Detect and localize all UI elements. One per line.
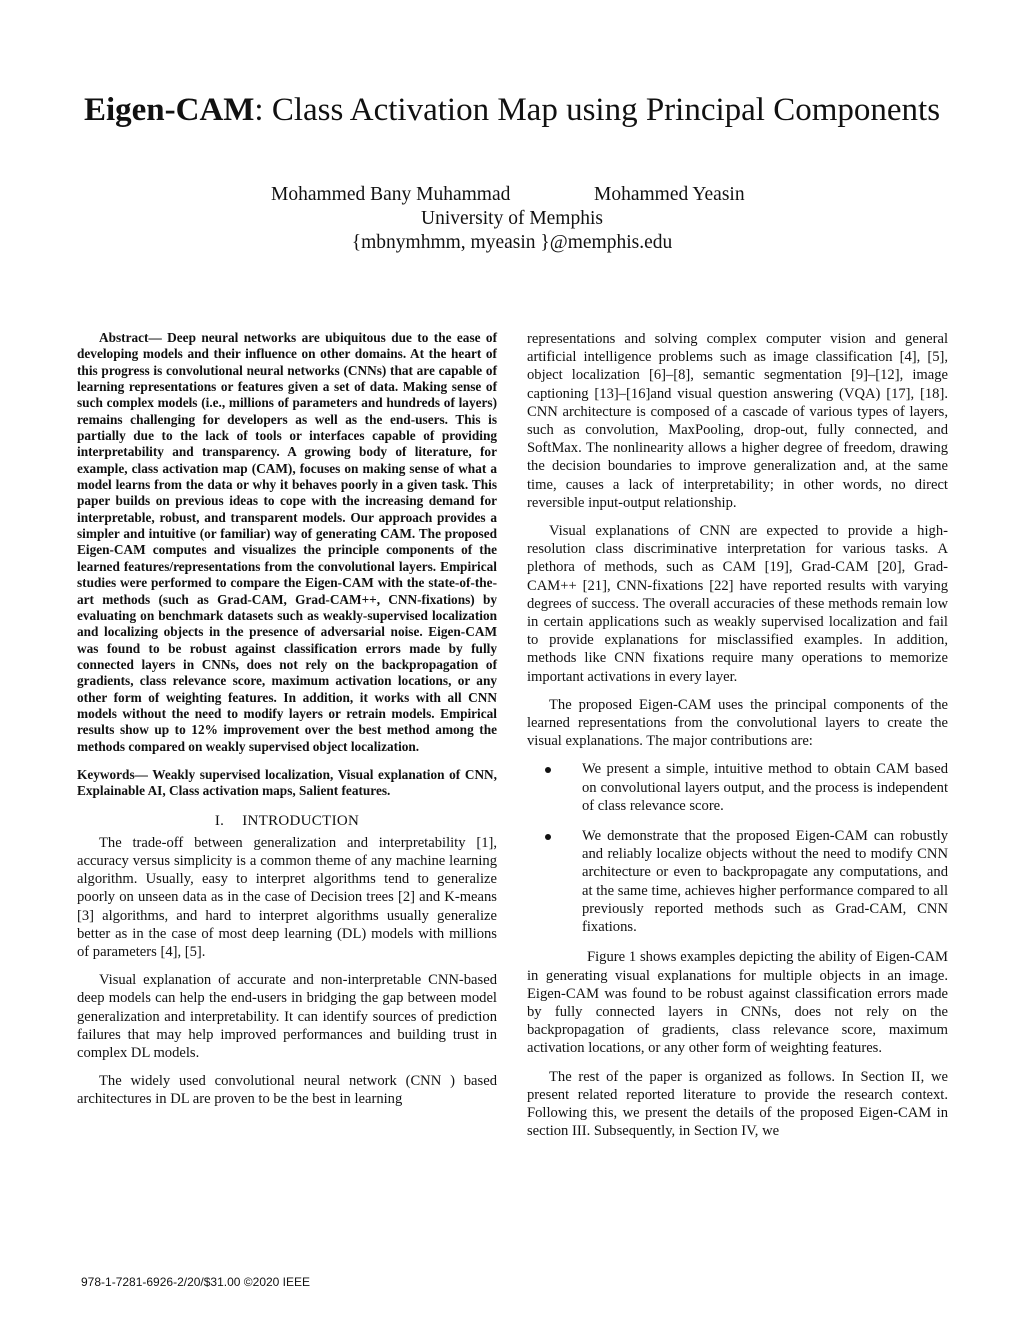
intro-paragraph-3: The widely used convolutional neural network (CNN ) based architectures in DL are proven to be the best in learning xyxy=(77,1073,497,1108)
keywords: Keywords— Weakly supervised localization, Visual explanation of CNN, Explainable AI, Class activation maps, Salient features. xyxy=(77,766,497,799)
copyright-footer: 978-1-7281-6926-2/20/$31.00 ©2020 IEEE xyxy=(81,1275,311,1289)
abstract: Abstract— Deep neural networks are ubiquitous due to the ease of developing models and their influence on other domains. At the heart of this progress is convolutional neural networks (CNNs) that are capable of learning representations or features given a set of data. Making sense of such complex models (i.e., millions of parameters and hundreds of layers) remains challenging for developers as well as the end-users. This is partially due to the lack of tools or interfaces capable of providing interpretability and transparency. A growing body of literature, for example, class activation map (CAM), focuses on making sense of what a model learns from the data or why it behaves poorly in a given task. This paper builds on previous ideas to cope with the increasing demand for interpretable, robust, and transparent models. Our approach provides a simpler and intuitive (or familiar) way of generating CAM. The proposed Eigen-CAM computes and visualizes the principle components of the learned features/representations from the convolutional layers. Empirical studies were performed to compare the Eigen-CAM with the state-of-the-art methods (such as Grad-CAM, Grad-CAM++, CNN-fixations) by evaluating on benchmark datasets such as weakly-supervised localization and localizing objects in the presence of adversarial noise. Eigen-CAM was found to be robust against classification errors made by fully connected layers in CNNs, does not rely on the backpropagation of gradients, class relevance score, maximum activation locations, or any other form of weighting features. In addition, it works with all CNN models without the need to modify layers or retrain models. Empirical results show up to 12% improvement over the best method among the methods compared on weakly supervised object localization. xyxy=(77,330,497,754)
intro-paragraph-2: Visual explanation of accurate and non-interpretable CNN-based deep models can help the end-users in bridging the gap between model generalization and interpretability. It can identify sources of prediction failures that may help improved performances and building trust in complex DL models. xyxy=(77,972,497,1062)
right-paragraph-2: Visual explanations of CNN are expected to provide a high-resolution class discriminative interpretation for various tasks. A plethora of methods, such as CAM [19], Grad-CAM [20], Grad-CAM++ [21], CNN-fixations [22] have reported results with varying degrees of success. The overall accuracies of these methods remain low in certain applications such as weakly supervised localization and fail to provide explanations for misclassified examples. In addition, methods like CNN fixations require many operations to memorize important activations in every layer. xyxy=(527,523,948,685)
section-heading-introduction xyxy=(77,812,497,830)
list-item-text: We demonstrate that the proposed Eigen-CAM can robustly and reliably localize objects without the need to modify CNN architecture or even to backpropagate any computations, and at the same time, achieves higher performance compared to all previously reported methods such as Grad-CAM, CNN fixations. xyxy=(582,828,948,936)
right-paragraph-3: The proposed Eigen-CAM uses the principal components of the learned representations from the convolutional layers to create the visual explanations. The major contributions are: xyxy=(527,696,948,750)
contributions-list xyxy=(527,760,948,936)
list-item xyxy=(527,760,948,815)
section-title: INTRODUCTION xyxy=(242,812,360,829)
list-item-text: We present a simple, intuitive method to obtain CAM based on convolutional layers output, and the process is independent of class relevance score. xyxy=(582,761,948,814)
intro-paragraph-1: The trade-off between generalization and interpretability [1], accuracy versus simplicity is a common theme of any machine learning algorithm. Usually, easy to interpret algorithms tend to generalize poorly on unseen data as in the case of Decision trees [2] and K-means [3] algorithms, and hard to interpret algorithms usually generalize better as in the case of most deep learning (DL) models with millions of parameters [4], [5]. xyxy=(77,834,497,961)
bullet-icon xyxy=(545,767,551,773)
author-2: Mohammed Yeasin xyxy=(594,184,745,205)
affiliation: University of Memphis xyxy=(421,208,603,229)
author-1: Mohammed Bany Muhammad xyxy=(271,184,511,205)
right-paragraph-4: Figure 1 shows examples depicting the ability of Eigen-CAM in generating visual explanations for multiple objects in an image. Eigen-CAM was found to be robust against classification errors made by fully connected layers in CNNs, does not rely on the backpropagation of gradients, class relevance score, maximum activation locations, or any other form of weighting features. xyxy=(527,949,948,1057)
list-item xyxy=(527,827,948,936)
right-column xyxy=(527,330,948,1150)
section-number: I. xyxy=(214,812,225,829)
paper-title-rest: : Class Activation Map using Principal Components xyxy=(254,92,941,128)
bullet-icon xyxy=(545,834,551,840)
left-column xyxy=(77,330,497,1119)
right-paragraph-1: representations and solving complex computer vision and general artificial intelligence problems such as image classification [4], [5], object localization [6]–[8], semantic segmentation [9]–[12], image captioning [13]–[16]and visual question answering (VQA) [17], [18]. CNN architecture is composed of a cascade of various types of layers, such as convolution, MaxPooling, drop-out, fully connected, and SoftMax. The nonlinearity allows a higher degree of freedom, drawing the decision boundaries to improve generalization and, at the same time, causes a lack of interpretability; in other words, no direct reversible input-output relationship. xyxy=(527,331,948,511)
paper-title xyxy=(0,88,1024,132)
affiliation-block xyxy=(0,207,1024,255)
author-emails: {mbnymhmm, myeasin }@memphis.edu xyxy=(351,232,673,253)
right-paragraph-5: The rest of the paper is organized as follows. In Section II, we present related reported literature to provide the research context. Following this, we present the details of the proposed Eigen-CAM in section III. Subsequently, in Section IV, we xyxy=(527,1068,948,1140)
paper-title-bold: Eigen-CAM xyxy=(83,92,255,128)
